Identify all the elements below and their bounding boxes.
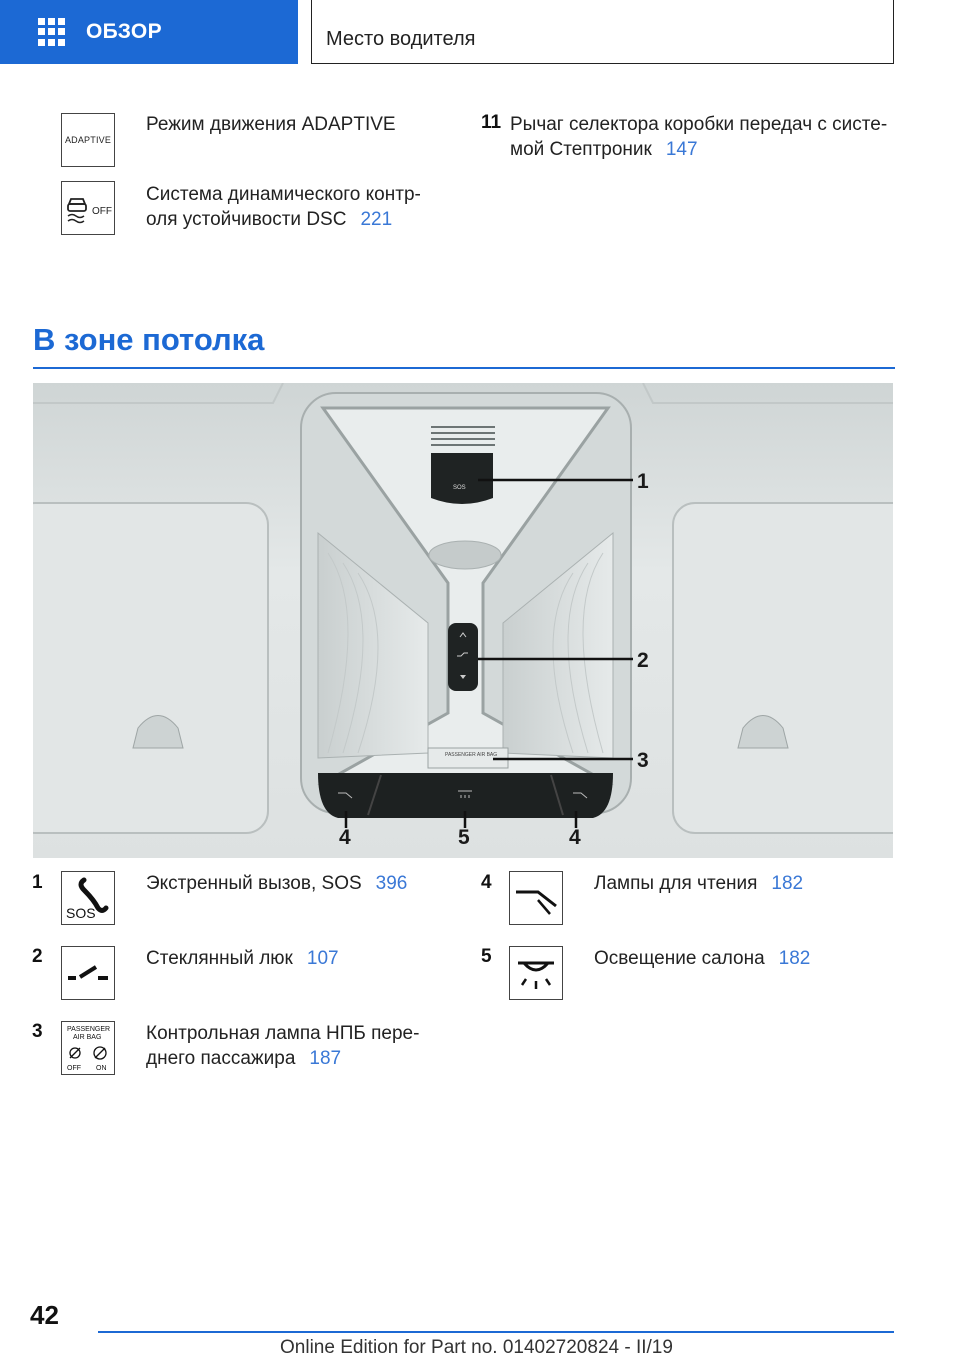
dsc-text: Система динамического контр- оля устойчивости DSC 221	[146, 184, 421, 230]
section-divider	[33, 367, 895, 369]
adaptive-mode-text: Режим движения ADAPTIVE	[146, 114, 396, 135]
dsc-page-link[interactable]: 221	[360, 209, 393, 230]
svg-text:SOS: SOS	[453, 485, 466, 491]
overview-tab[interactable]	[0, 0, 298, 64]
footer-divider	[98, 1331, 894, 1333]
svg-text:SOS: SOS	[66, 905, 96, 921]
adaptive-icon: ADAPTIVE	[61, 113, 115, 167]
callout-4-right: 4	[569, 826, 581, 849]
callout-2: 2	[637, 649, 649, 672]
page-number: 42	[30, 1300, 59, 1330]
callout-5: 5	[458, 826, 470, 849]
svg-text:PASSENGER: PASSENGER	[67, 1026, 111, 1033]
legend-page-link-4[interactable]: 182	[771, 873, 804, 894]
legend-page-link-1[interactable]: 396	[375, 873, 408, 894]
callout-1: 1	[637, 470, 649, 493]
ceiling-console-photo	[33, 383, 893, 858]
legend-number-5: 5	[481, 946, 492, 967]
svg-text:PASSENGER AIR BAG: PASSENGER AIR BAG	[445, 752, 498, 758]
legend-text-1: Экстренный вызов, SOS 396	[146, 873, 408, 894]
legend-text-4: Лампы для чтения 182	[594, 873, 804, 894]
section-tab-label: Место водителя	[326, 28, 476, 50]
legend-page-link-5[interactable]: 182	[778, 948, 811, 969]
callout-4-left: 4	[339, 826, 351, 849]
legend-number-4: 4	[481, 872, 492, 893]
glass-sunroof-icon	[61, 946, 115, 1000]
sos-icon	[61, 871, 115, 925]
legend-text-5: Освещение салона 182	[594, 948, 811, 969]
legend-text-3: Контрольная лампа НПБ пере- днего пассажира 187	[146, 1023, 420, 1069]
svg-text:OFF: OFF	[92, 206, 112, 217]
svg-text:ON: ON	[96, 1065, 107, 1072]
legend-page-link-3[interactable]: 187	[309, 1048, 342, 1069]
passenger-airbag-icon	[61, 1021, 115, 1075]
grid-menu-icon	[38, 18, 66, 46]
legend-number-3: 3	[32, 1021, 43, 1042]
legend-page-link-2[interactable]: 107	[306, 948, 339, 969]
legend-number-2: 2	[32, 946, 43, 967]
interior-light-icon	[509, 946, 563, 1000]
svg-text:OFF: OFF	[67, 1065, 81, 1072]
selector-lever-text: Рычаг селектора коробки передач с систе- мой Стептроник 147	[510, 114, 888, 160]
legend-number-1: 1	[32, 872, 43, 893]
selector-lever-page-link[interactable]: 147	[665, 139, 698, 160]
item-number-11: 11	[481, 112, 502, 133]
section-title: В зоне потолка	[33, 322, 265, 357]
reading-lamp-icon	[509, 871, 563, 925]
section-tab[interactable]	[311, 0, 894, 64]
dsc-off-icon	[61, 181, 115, 235]
callout-3: 3	[637, 749, 649, 772]
overview-tab-label: ОБЗОР	[86, 20, 162, 43]
svg-text:AIR BAG: AIR BAG	[73, 1034, 102, 1041]
legend-text-2: Стеклянный люк 107	[146, 948, 339, 969]
edition-text: Online Edition for Part no. 01402720824 - II/19	[280, 1337, 673, 1358]
